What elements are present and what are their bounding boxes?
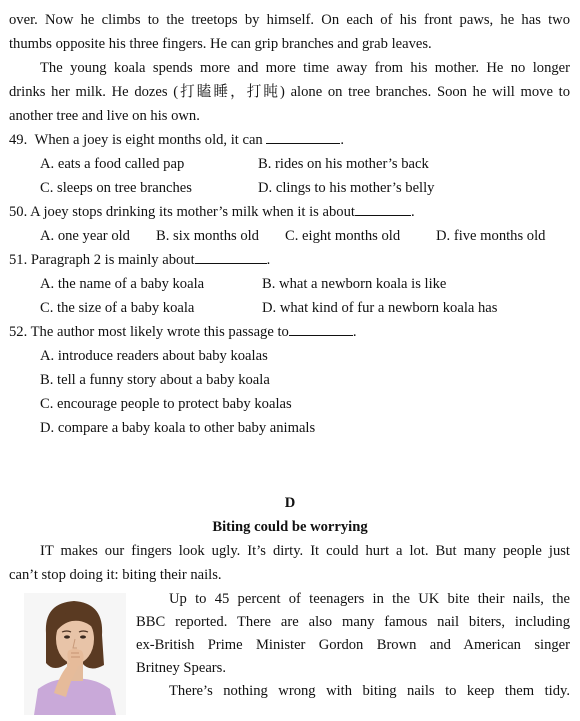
passage-line: drinks her milk. He dozes (打瞌睡，打盹) alone on tree branches. Soon he will move to: [9, 84, 570, 100]
option-b[interactable]: B. what a newborn koala is like: [262, 276, 447, 292]
question-end: .: [340, 132, 345, 148]
passage-line: BBC reported. There are also many famous nail biters, including: [136, 614, 570, 630]
option-d[interactable]: D. what kind of fur a newborn koala has: [262, 300, 498, 316]
passage-title: Biting could be worrying: [212, 519, 368, 535]
passage-line: can’t stop doing it: biting their nails.: [9, 567, 222, 583]
option-c[interactable]: C. eight months old: [285, 228, 401, 244]
answer-blank[interactable]: [266, 131, 340, 144]
question-number: 49.: [9, 132, 28, 148]
passage-line: There’s nothing wrong with biting nails to keep them tidy.: [169, 683, 570, 699]
passage-line: Britney Spears.: [136, 660, 226, 676]
passage-line: another tree and live on his own.: [9, 108, 200, 124]
question-end: .: [352, 324, 357, 340]
passage-line: over. Now he climbs to the treetops by himself. On each of his front paws, he has two: [9, 12, 570, 28]
option-d[interactable]: D. compare a baby koala to other baby animals: [40, 420, 316, 436]
question-51: [9, 251, 270, 269]
passage-line: The young koala spends more and more time away from his mother. He no longer: [40, 60, 570, 76]
woman-biting-nails-illustration: [24, 593, 126, 715]
option-c[interactable]: C. the size of a baby koala: [40, 300, 195, 316]
answer-blank[interactable]: [355, 203, 411, 216]
passage-line: thumbs opposite his three fingers. He can grip branches and grab leaves.: [9, 36, 432, 52]
question-number: 50.: [9, 204, 28, 220]
option-b[interactable]: B. rides on his mother’s back: [258, 156, 429, 172]
question-stem: A joey stops drinking its mother’s milk when it is about: [30, 204, 355, 220]
option-d[interactable]: D. clings to his mother’s belly: [258, 180, 435, 196]
question-end: .: [410, 204, 415, 220]
question-number: 52.: [9, 324, 28, 340]
woman-biting-nails-photo: [24, 593, 126, 715]
question-end: .: [266, 252, 271, 268]
section-letter: D: [284, 495, 296, 511]
option-a[interactable]: A. one year old: [40, 228, 130, 244]
question-52: [9, 323, 356, 341]
option-a[interactable]: A. the name of a baby koala: [40, 276, 205, 292]
passage-line: IT makes our fingers look ugly. It’s dirty. It could hurt a lot. But many people just: [40, 543, 570, 559]
passage-line: Up to 45 percent of teenagers in the UK bite their nails, the: [169, 591, 570, 607]
option-b[interactable]: B. tell a funny story about a baby koala: [40, 372, 270, 388]
question-stem: Paragraph 2 is mainly about: [30, 252, 195, 268]
option-c[interactable]: C. encourage people to protect baby koalas: [40, 396, 292, 412]
answer-blank[interactable]: [195, 251, 267, 264]
option-c[interactable]: C. sleeps on tree branches: [40, 180, 192, 196]
answer-blank[interactable]: [289, 323, 353, 336]
option-a[interactable]: A. eats a food called pap: [40, 156, 185, 172]
question-stem: When a joey is eight months old, it can: [34, 132, 263, 148]
passage-line: ex-British Prime Minister Gordon Brown and American singer: [136, 637, 570, 653]
question-49: [9, 131, 344, 149]
question-stem: The author most likely wrote this passage to: [30, 324, 289, 340]
question-number: 51.: [9, 252, 28, 268]
option-b[interactable]: B. six months old: [156, 228, 259, 244]
question-50: [9, 203, 415, 221]
option-d[interactable]: D. five months old: [436, 228, 546, 244]
option-a[interactable]: A. introduce readers about baby koalas: [40, 348, 268, 364]
